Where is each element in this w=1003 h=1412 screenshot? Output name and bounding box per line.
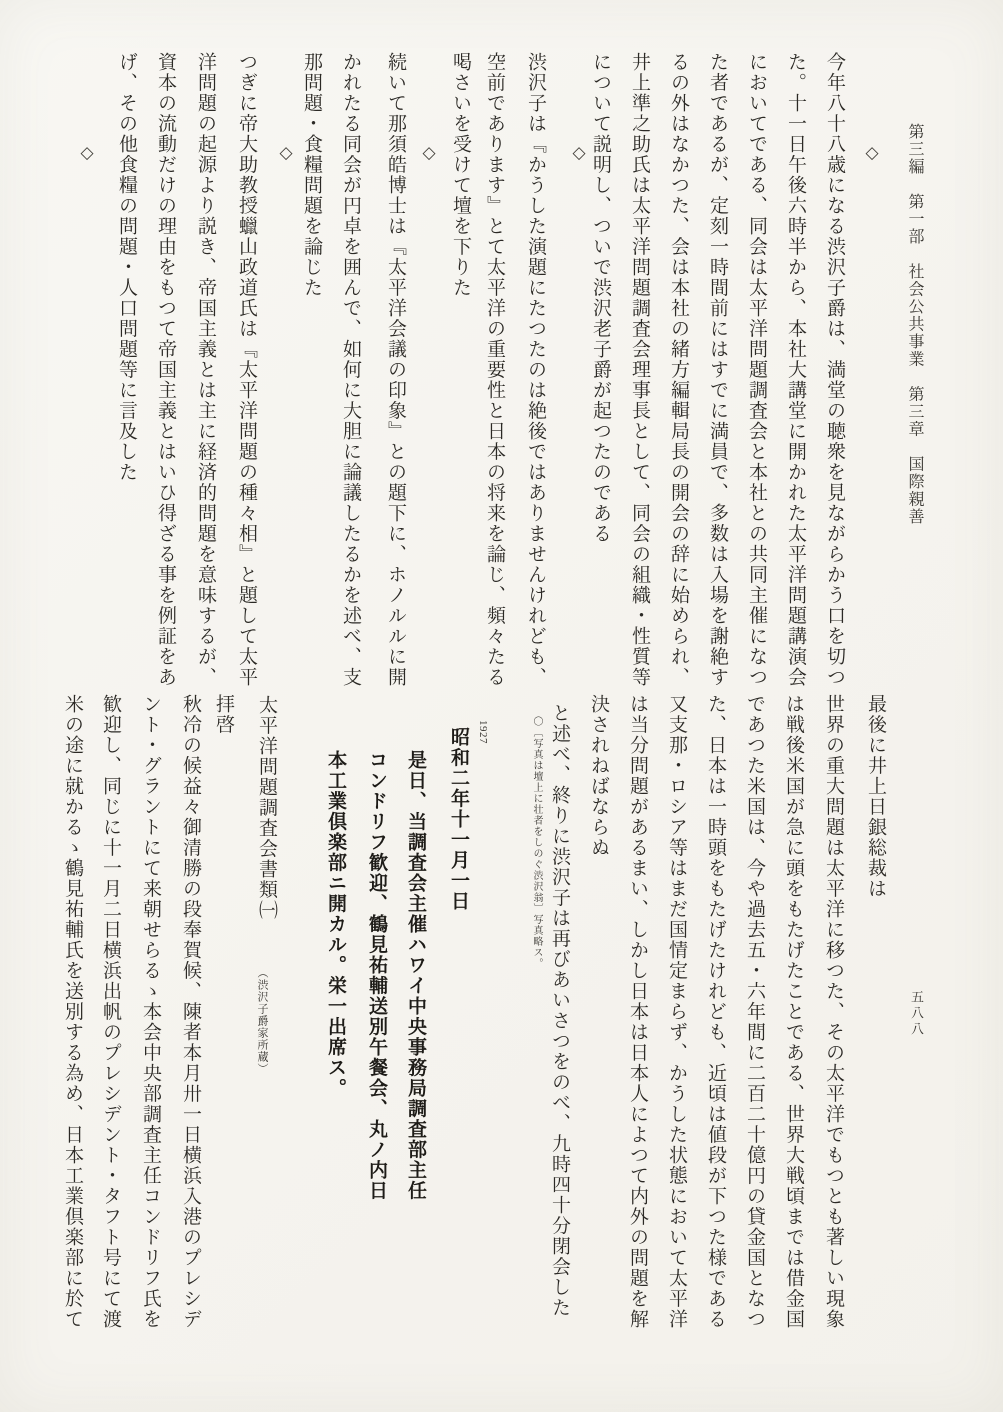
text-column: 決されねばならぬ xyxy=(588,694,609,858)
running-header: 第三編 第一部 社会公共事業 第三章 国際親善 xyxy=(906,123,923,526)
summary-column: コンドリフ歓迎、鶴見祐輔送別午餐会、丸ノ内日 xyxy=(366,750,387,1201)
letter-column: 秋冷の候益々御清勝の段奉賀候、陳者本月卅一日横浜入港のプレシデ xyxy=(180,694,201,1330)
text-column: であつた米国は、今や過去五・六年間に二百二十億円の貸金国となつ xyxy=(744,694,765,1330)
page-number: 五八八 xyxy=(909,990,924,1038)
letter-column: ント・グラントにて来朝せらるゝ本会中央部調査主任コンドリフ氏を xyxy=(140,694,161,1330)
text-column: かれたる同会が円卓を囲んで、如何に大胆に論議したるかを述べ、支 xyxy=(340,52,361,688)
letter-salutation: 拝啓 xyxy=(213,694,234,735)
section-divider-icon: ◇ xyxy=(78,143,97,165)
text-column: 洋問題の起源より説き、帝国主義とは主に経済的問題を意味するが、 xyxy=(195,52,216,688)
text-column: 井上準之助氏は太平洋問題調査会理事長として、同会の組織・性質等 xyxy=(629,52,650,688)
text-column: つぎに帝大助教授蠟山政道氏は『太平洋問題の種々相』と題して太平 xyxy=(236,52,257,688)
text-column: げ、その他食糧の問題・人口問題等に言及した xyxy=(116,52,137,483)
text-column: 世界の重大問題は太平洋に移つた、その太平洋でもつとも著しい現象 xyxy=(823,694,844,1330)
text-column: 又支那・ロシア等はまだ国情定まらず、かうした状態において太平洋 xyxy=(666,694,687,1330)
letter-column: 米の途に就かるゝ鶴見祐輔氏を送別する為め、日本工業倶楽部に於て xyxy=(62,694,83,1330)
summary-column: 是日、当調査会主催ハワイ中央事務局調査部主任 xyxy=(405,750,426,1201)
text-column: るの外はなかつた、会は本社の緒方編輯局長の開会の辞に始められ、 xyxy=(668,52,689,688)
date-heading: 昭和二年十一月一日 xyxy=(448,727,469,912)
text-column: 那問題・食糧問題を論じた xyxy=(301,52,322,298)
text-column: 渋沢子は『かうした演題にたつたのは絶後ではありませんけれども、 xyxy=(525,52,546,688)
summary-column: 本工業倶楽部ニ開カル。栄一出席ス。 xyxy=(325,750,346,1099)
text-column: 喝さいを受けて壇を下りた xyxy=(450,52,471,298)
text-column: 続いて那須皓博士は『太平洋会議の印象』との題下に、ホノルルに開 xyxy=(385,52,406,688)
year-label: 1927 xyxy=(477,720,489,744)
section-divider-icon: ◇ xyxy=(863,143,882,165)
text-column: 最後に井上日銀総裁は xyxy=(865,694,886,899)
text-column: は当分問題があるまい、しかし日本は日本人によつて内外の問題を解 xyxy=(627,694,648,1330)
section-divider-icon: ◇ xyxy=(570,143,589,165)
letter-column: 歓迎し、同じに十一月二日横浜出帆のプレシデント・タフト号にて渡 xyxy=(100,694,121,1330)
text-column: 資本の流動だけの理由をもつて帝国主義とはいひ得ざる事を例証をあ xyxy=(155,52,176,688)
section-divider-icon: ◇ xyxy=(420,143,439,165)
text-column: においてである、同会は太平洋問題調査会と本社との共同主催になつ xyxy=(746,52,767,688)
text-column: について説明し、ついで渋沢老子爵が起つたのである xyxy=(590,52,611,544)
photo-omitted-note: 〇〔写真は壇上に壮者をしのぐ渋沢翁〕写真略ス。 xyxy=(531,716,542,969)
section-divider-icon: ◇ xyxy=(277,143,296,165)
text-column: と述べ、終りに渋沢子は再びあいさつをのべ、九時四十分閉会した xyxy=(549,703,570,1318)
text-column: た、日本は一時頭をもたげたけれども、近頃は値段が下つた様である xyxy=(705,694,726,1330)
document-source: （渋沢子爵家所蔵） xyxy=(256,967,268,1075)
text-column: 空前であります』とて太平洋の重要性と日本の将来を論じ、頻々たる xyxy=(484,52,505,688)
text-column: た。十一日午後六時半から、本社大講堂に開かれた太平洋問題講演会 xyxy=(785,52,806,688)
document-title: 太平洋問題調査会書類㈠ xyxy=(256,695,277,921)
text-column: 今年八十八歳になる渋沢子爵は、満堂の聴衆を見ながらかう口を切つ xyxy=(824,52,845,688)
text-column: は戦後米国が急に頭をもたげたことである、世界大戦頃までは借金国 xyxy=(783,694,804,1330)
text-column: た者であるが、定刻一時間前にはすでに満員で、多数は入場を謝絶す xyxy=(707,52,728,688)
